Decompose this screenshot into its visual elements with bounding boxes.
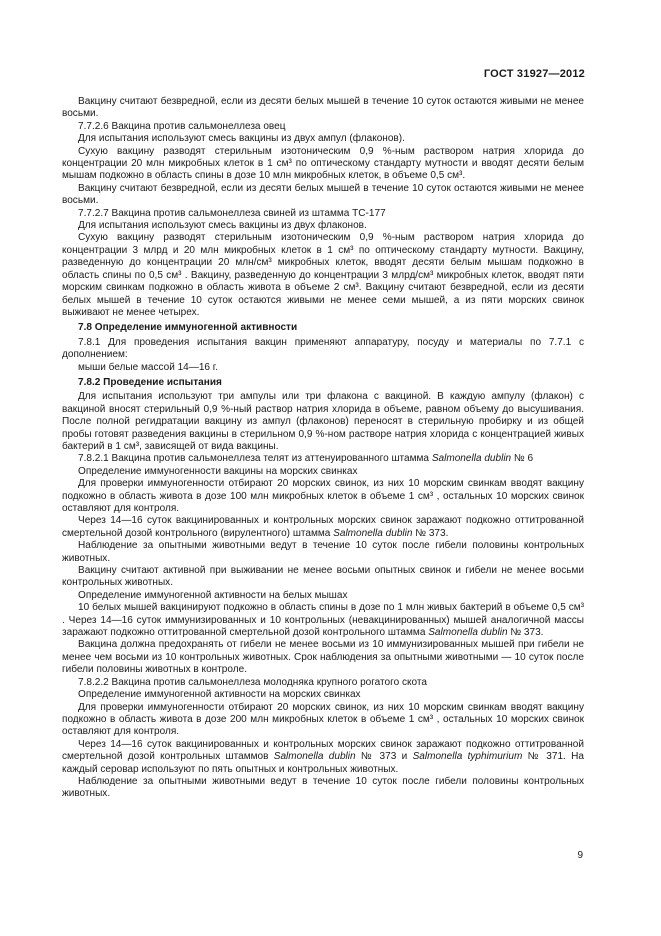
paragraph: Вакцину считают безвредной, если из десяти белых мышей в течение 10 суток остаются живыми не менее восьми.: [62, 182, 584, 207]
paragraph: Через 14—16 суток вакцинированных и контрольных морских свинок заражают подкожно оттитрованной смертельной дозой контрольного (вирулентного) штамма Salmonella dublin № 373.: [62, 515, 584, 539]
paragraph: Определение иммуногенной активности на белых мышах: [78, 589, 348, 601]
section-7-8-2-heading: 7.8.2 Проведение испытания: [78, 376, 222, 388]
section-7-7-2-7-title: 7.7.2.7 Вакцина против сальмонеллеза свиней из штамма ТС-177: [78, 207, 386, 219]
paragraph: Определение иммуногенности вакцины на морских свинках: [78, 465, 358, 477]
section-7-8-2-2-title: Определение иммуногенной активности на морских свинках: [78, 689, 361, 701]
paragraph: Для испытания используют три ампулы или три флакона с вакциной. В каждую ампулу (флакон) с вакциной вносят стерильный 0,9 %-ный раствор натрия хлорида в объеме, равном объему до высушивания. После полной регидратации вакцину из ампул (флаконов) переносят в стерильную пробирку и из общей пробы готовят разведения вакцины в стерильном 0,9 %-ном растворе натрия хлорида с концентрацией живых бактерий в 1 см³, зависящей от вида вакцины.: [62, 391, 584, 452]
section-7-8-heading: 7.8 Определение иммуногенной активности: [78, 322, 298, 334]
paragraph: Вакцину считают безвредной, если из десяти белых мышей в течение 10 суток остаются живыми не менее восьми.: [62, 96, 584, 120]
paragraph: Сухую вакцину разводят стерильным изотоническим 0,9 %-ным раствором натрия хлорида до концентрации 20 млн микробных клеток в 1 см³ по оптическому стандарту мутности и вводят десяти белым мышам подкожно в область спины в дозе 10 млн микробных клеток, в объеме 0,5 см³.: [62, 145, 584, 182]
paragraph: 7.8.2.2 Вакцина против сальмонеллеза молодняка крупного рогатого скота: [78, 676, 427, 688]
paragraph: Наблюдение за опытными животными ведут в течение 10 суток после гибели половины контрольных животных.: [62, 540, 584, 564]
paragraph: Наблюдение за опытными животными ведут в течение 10 суток после гибели половины контрольных животных.: [62, 775, 584, 800]
paragraph: 10 белых мышей вакцинируют подкожно в область спины в дозе по 1 млн живых бактерий в объеме 0,5 см³ . Через 14—16 суток иммунизированных и 10 контрольных (невакцинированных) мышей аналогичной массы заражают подкожно оттитрованной смертельной дозой контрольного штамма Salmonella dublin № 373.: [62, 602, 584, 639]
document-header: ГОСТ 31927—2012: [483, 68, 585, 80]
paragraph: Для проверки иммуногенности отбирают 20 морских свинок, из них 10 морским свинкам вводят вакцину подкожно в область живота в дозе 200 млн микробных клеток в объеме 1 см³ , остальных 10 морских свинок оставляют для контроля.: [62, 701, 584, 738]
paragraph: Для испытания используют смесь вакцины из двух флаконов.: [78, 220, 367, 232]
section-7-7-2-6-title: 7.7.2.6 Вакцина против сальмонеллеза овец: [78, 120, 286, 132]
paragraph: 7.8.1 Для проведения испытания вакцин применяют аппаратуру, посуду и материалы по 7.7.1 с дополнением:: [62, 336, 584, 361]
paragraph: Вакцина должна предохранять от гибели не менее восьми из 10 иммунизированных мышей при гибели не менее чем восьми из 10 контрольных животных. Срок наблюдения за опытными животными — 10 суток после гибели половины животных в контроле.: [62, 639, 584, 676]
page-number: 9: [577, 850, 583, 861]
paragraph: мыши белые массой 14—16 г.: [78, 361, 219, 373]
paragraph: Сухую вакцину разводят стерильным изотоническим 0,9 %-ным раствором натрия хлорида до концентрации 3 млрд и 20 млн микробных клеток в 1 см³ по оптическому стандарту мутности. Вакцину, разведенную до концентрации 20 млн/см³ микробных клеток, вводят десяти белым мышам подкожно в область спины по 0,5 см³ . Вакцину, разведенную до концентрации 3 млрд/см³ микробных клеток, вводят пяти морским свинкам подкожно в область живота в объеме 2 см³. Вакцину считают безвредной, если из десяти белых мышей в течение 10 суток остаются живыми не менее семи мышей, а из пяти морских свинок выживают не менее четырех.: [62, 232, 584, 318]
document-body: [62, 96, 584, 801]
paragraph: Через 14—16 суток вакцинированных и контрольных морских свинок заражают подкожно оттитрованной смертельной дозой контрольных штаммов Salmonella dublin № 373 и Salmonella typhimurium № 371. На каждый серовар используют по пять опытных и контрольных животных.: [62, 738, 584, 775]
paragraph: Для испытания используют смесь вакцины из двух ампул (флаконов).: [78, 133, 405, 145]
paragraph: Для проверки иммуногенности отбирают 20 морских свинок, из них 10 морским свинкам вводят вакцину подкожно в область живота в дозе 100 млн микробных клеток в объеме 1 см³ , остальных 10 морских свинок оставляют для контроля.: [62, 478, 584, 514]
section-7-8-2-1-title: 7.8.2.1 Вакцина против сальмонеллеза телят из аттенуированного штамма Salmonella dublin № 6: [78, 453, 534, 465]
paragraph: Вакцину считают активной при выживании не менее восьми опытных свинок и гибели не менее восьми контрольных животных.: [62, 565, 584, 589]
